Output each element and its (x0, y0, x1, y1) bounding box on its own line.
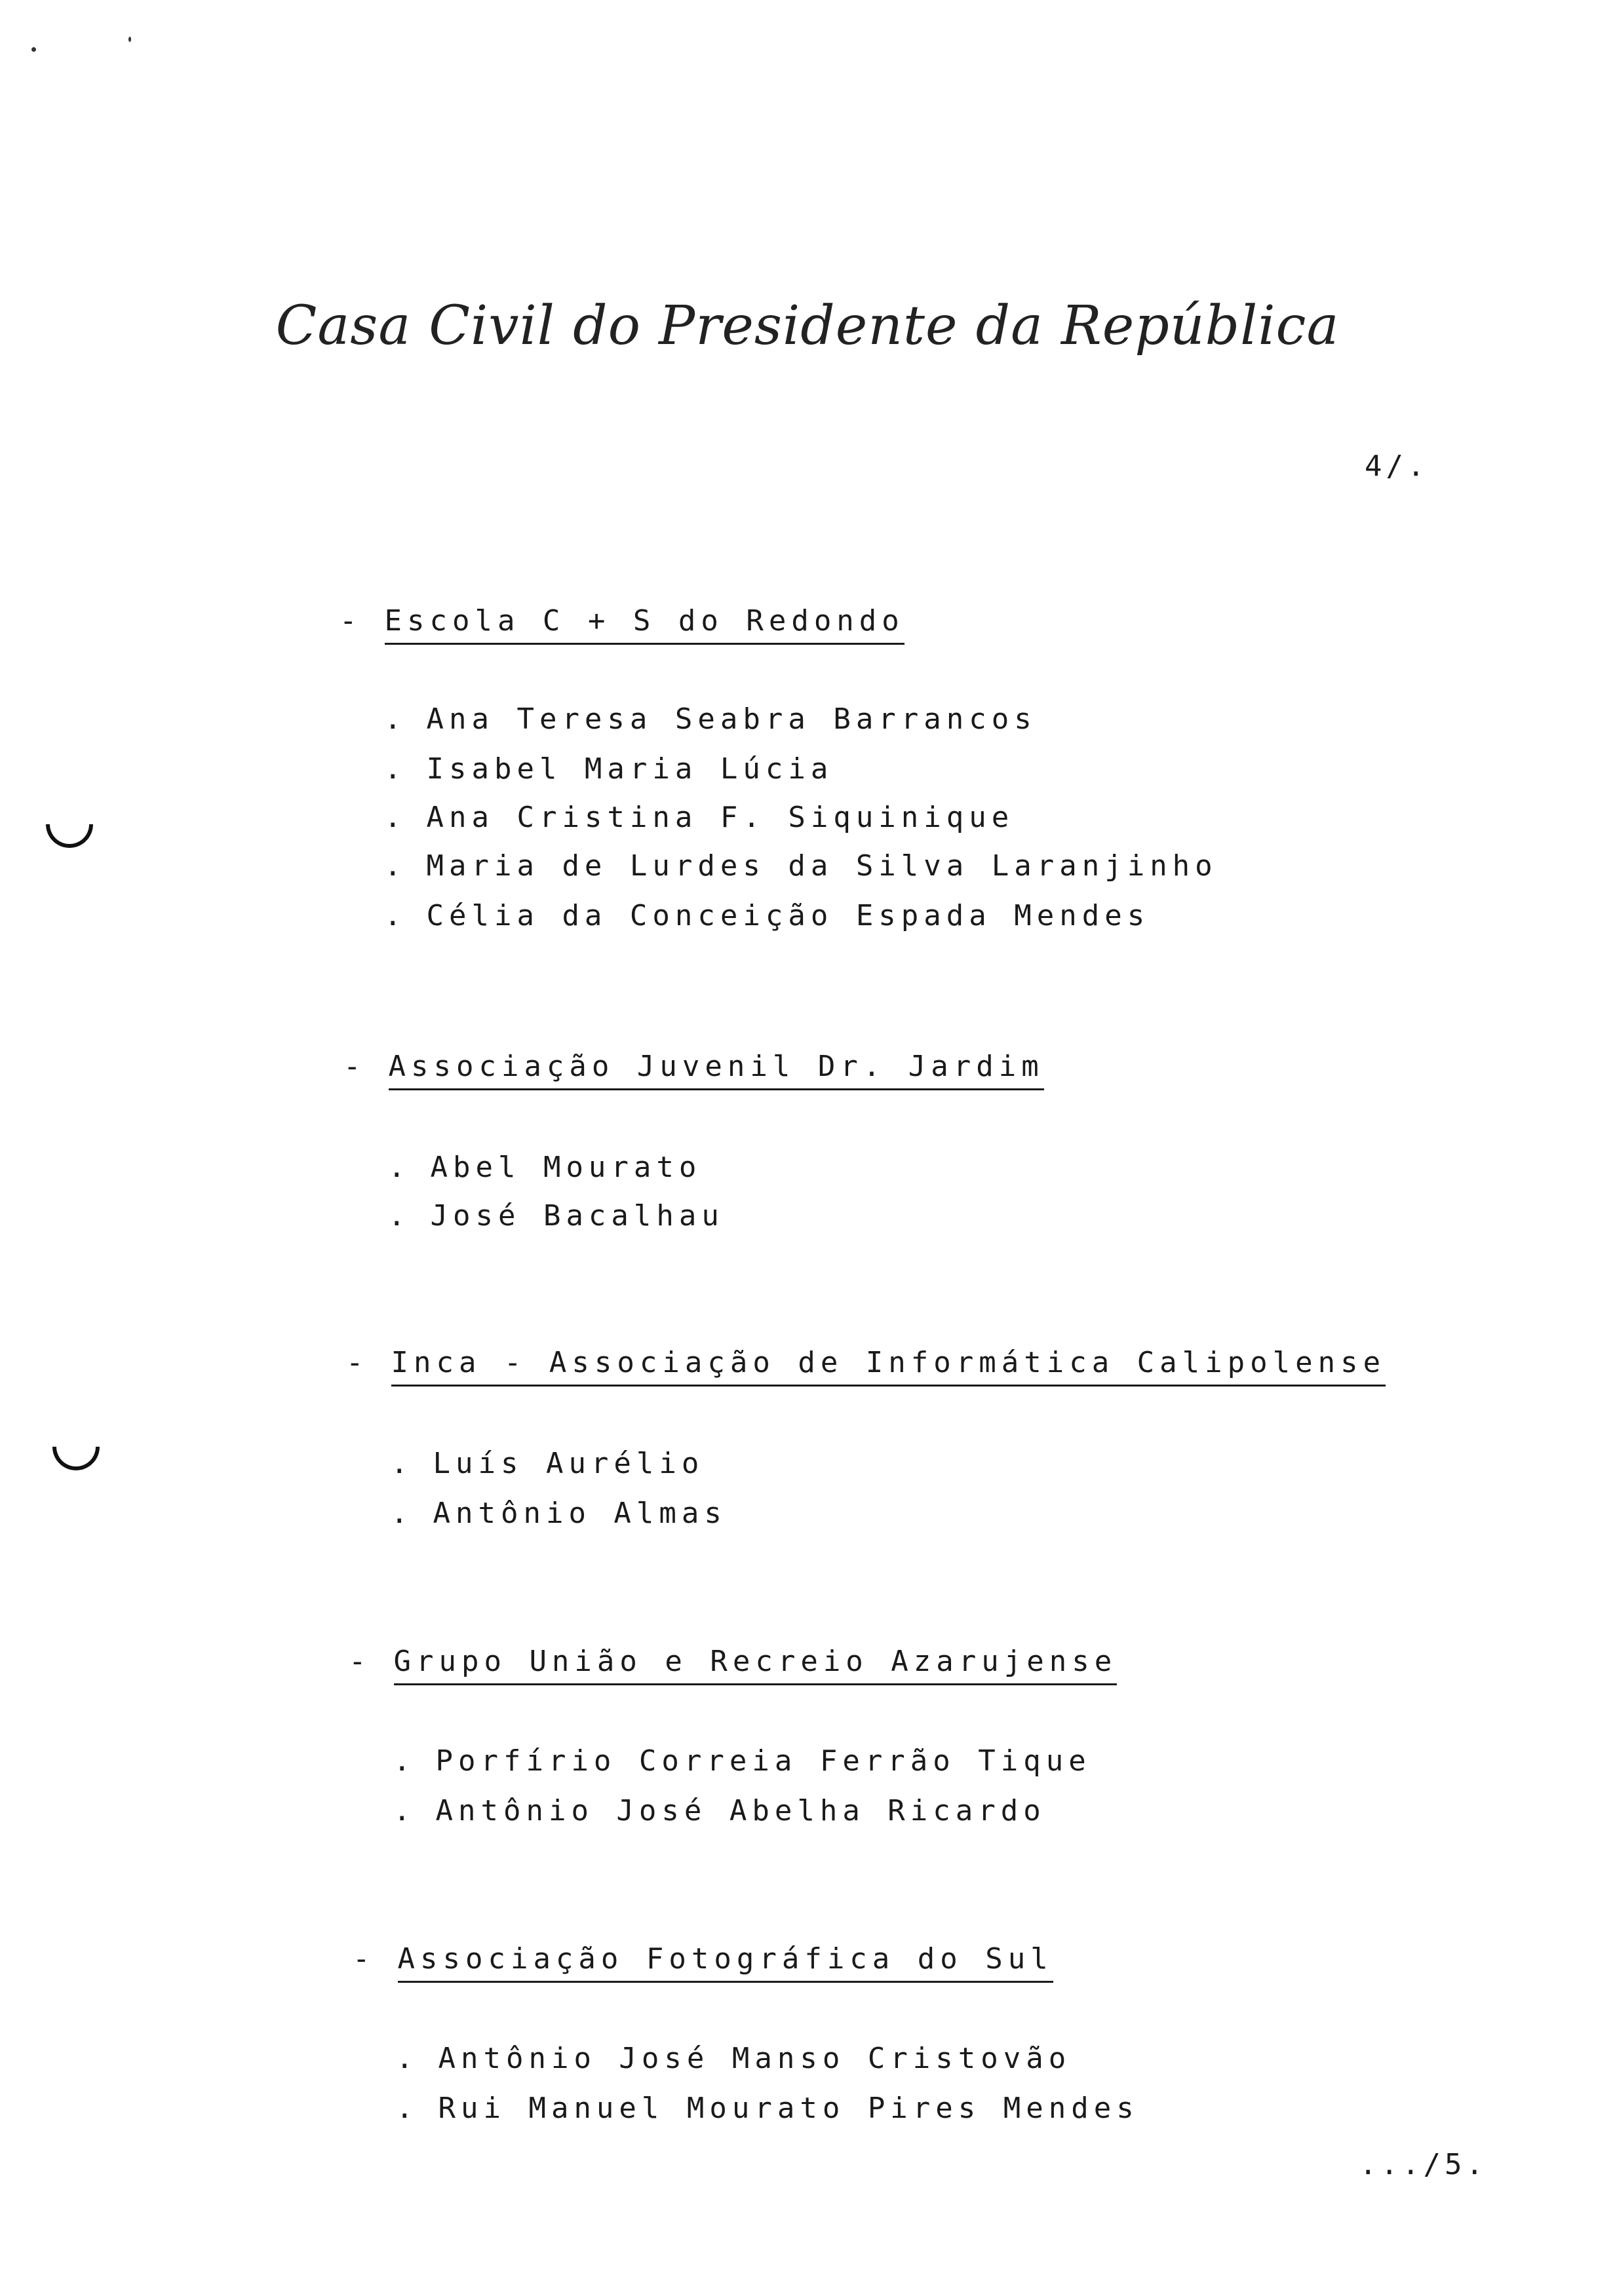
section-title: - Associação Fotográfica do Sul (353, 1942, 1053, 1976)
member-item: . Luís Aurélio (391, 1447, 705, 1480)
member-item: . Antônio Almas (391, 1497, 727, 1530)
letterhead: Casa Civil do Presidente da República (275, 295, 1340, 357)
section-title: - Inca - Associação de Informática Calipolense (346, 1346, 1386, 1379)
dash: - (353, 1942, 376, 1976)
scan-speck (31, 47, 36, 52)
member-item: . Antônio José Manso Cristovão (396, 2042, 1072, 2075)
dash: - (349, 1645, 372, 1678)
member-item: . Porfírio Correia Ferrão Tique (393, 1744, 1091, 1778)
member-item: . Ana Cristina F. Siquinique (384, 801, 1015, 834)
dash: - (343, 1050, 366, 1083)
member-item: . Célia da Conceição Espada Mendes (384, 899, 1150, 932)
member-item: . Rui Manuel Mourato Pires Mendes (396, 2092, 1139, 2125)
page-number: 4/. (1365, 450, 1429, 483)
member-item: . José Bacalhau (388, 1199, 724, 1233)
margin-mark (36, 791, 103, 858)
member-item: . Antônio José Abelha Ricardo (393, 1794, 1046, 1827)
member-item: . Maria de Lurdes da Silva Laranjinho (384, 849, 1218, 883)
continuation-marker: .../5. (1359, 2148, 1487, 2181)
section-title: - Grupo União e Recreio Azarujense (349, 1645, 1117, 1678)
dash: - (340, 604, 362, 638)
member-item: . Ana Teresa Seabra Barrancos (384, 702, 1037, 736)
scan-speck (128, 37, 131, 42)
section-title: - Escola C + S do Redondo (340, 604, 905, 638)
member-item: . Isabel Maria Lúcia (384, 752, 834, 786)
member-item: . Abel Mourato (388, 1151, 702, 1184)
margin-mark (43, 1413, 109, 1480)
dash: - (346, 1346, 369, 1379)
section-title: - Associação Juvenil Dr. Jardim (343, 1050, 1044, 1083)
